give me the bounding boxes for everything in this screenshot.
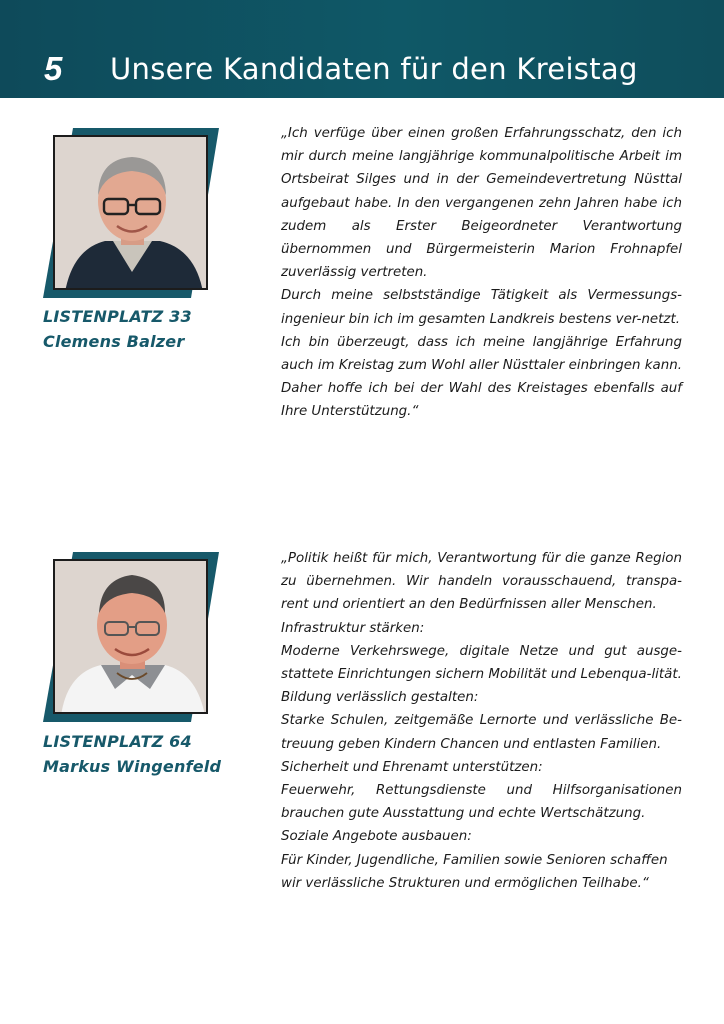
quote-subheading: Infrastruktur stärken: <box>281 620 425 636</box>
candidate-label <box>43 304 192 354</box>
page-header <box>0 0 724 98</box>
candidate-quote <box>281 122 682 424</box>
portrait-icon <box>55 561 208 714</box>
quote-paragraph: „Politik heißt für mich, Verantwortung für die ganze Region zu übernehmen. Wir handeln vorausschauend, transpa-rent und orientiert an den Bedürfnissen aller Menschen. <box>281 551 682 613</box>
quote-paragraph: Für Kinder, Jugendliche, Familien sowie Senioren schaffen wir verlässliche Strukturen und ermöglichen Teilhabe.“ <box>281 852 668 891</box>
candidate-photo-frame <box>43 128 223 298</box>
quote-subheading: Bildung verlässlich gestalten: <box>281 690 479 706</box>
quote-subheading: Soziale Angebote ausbauen: <box>281 829 472 845</box>
quote-paragraph: Moderne Verkehrswege, digitale Netze und gut ausge-stattete Einrichtungen sichern Mobilität und Lebenqua-lität. <box>281 643 682 683</box>
portrait-icon <box>55 137 208 290</box>
quote-paragraph: Starke Schulen, zeitgemäße Lernorte und verlässliche Be-treuung geben Kindern Chancen und entlasten Familien. <box>281 713 682 752</box>
quote-paragraph: Durch meine selbstständige Tätigkeit als Vermessungs-ingenieur bin ich im gesamten Landkreis bestens ver-netzt. <box>281 288 682 327</box>
candidate-label <box>43 729 221 779</box>
quote-paragraph: Feuerwehr, Rettungsdienste und Hilfsorganisationen brauchen gute Ausstattung und echte Wertschätzung. <box>281 783 682 822</box>
list-position: LISTENPLATZ 33 <box>43 307 192 326</box>
candidate-photo-frame <box>43 552 223 722</box>
quote-subheading: Sicherheit und Ehrenamt unterstützen: <box>281 759 543 775</box>
candidate-photo <box>53 559 208 714</box>
candidate-name: Markus Wingenfeld <box>43 757 222 776</box>
quote-paragraph: Ich bin überzeugt, dass ich meine langjährige Erfahrung auch im Kreistag zum Wohl aller Nüsttaler einbringen kann. Daher hoffe ich bei der Wahl des Kreistages ebenfalls auf Ihre Unterstützung.“ <box>281 334 682 420</box>
list-position: LISTENPLATZ 64 <box>43 732 192 751</box>
candidate-quote <box>281 547 682 895</box>
page-number: 5 <box>44 50 63 87</box>
candidate-photo <box>53 135 208 290</box>
candidate-name: Clemens Balzer <box>43 332 185 351</box>
quote-paragraph: „Ich verfüge über einen großen Erfahrungsschatz, den ich mir durch meine langjährige kommunalpolitische Arbeit im Ortsbeirat Silges und in der Gemeindevertretung Nüsttal aufgebaut habe. In den vergangenen zehn Jahren habe ich zudem als Erster Beigeordneter Verantwortung übernommen und Bürgermeisterin Marion Frohnapfel zuverlässig vertreten. <box>281 126 682 281</box>
page-title: Unsere Kandidaten für den Kreistag <box>110 52 638 86</box>
